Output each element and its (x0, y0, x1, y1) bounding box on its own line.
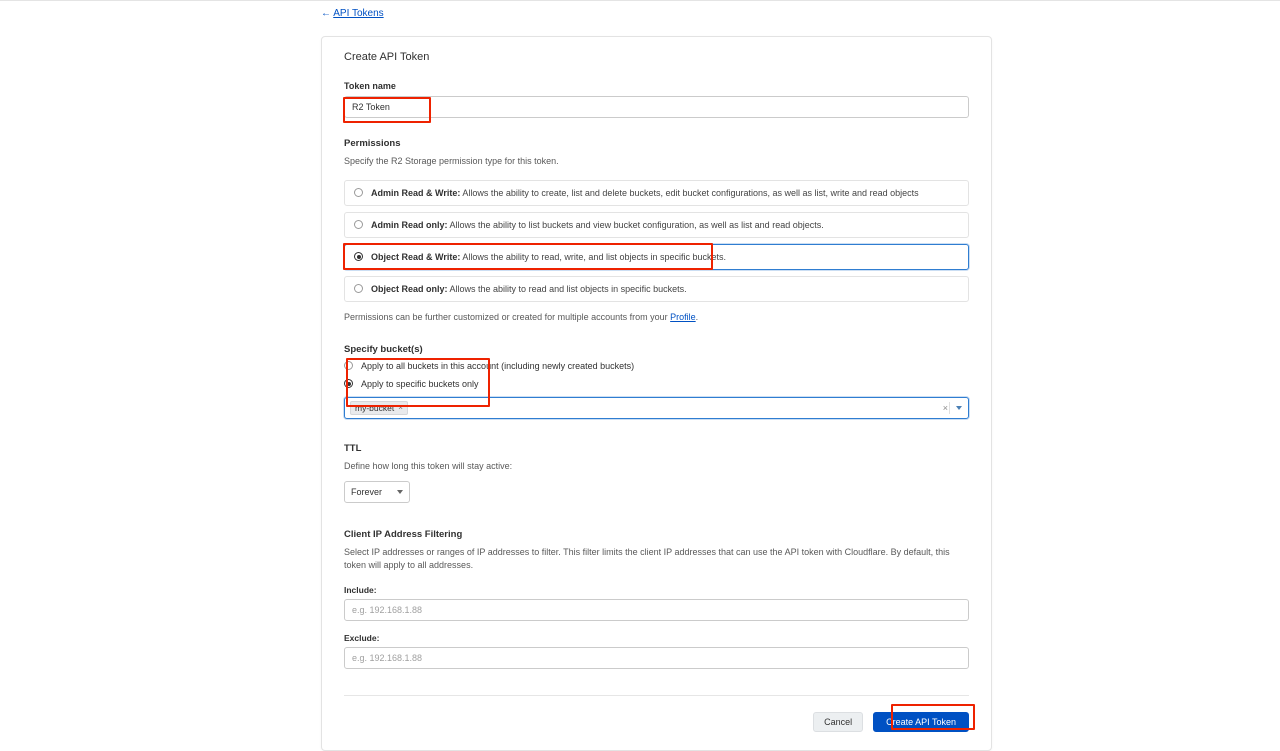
permission-option-title: Admin Read & Write: (371, 187, 461, 198)
permission-option-text (371, 188, 919, 198)
permissions-options (344, 180, 969, 302)
page-title: Create API Token (344, 51, 430, 63)
card-footer (344, 696, 969, 750)
permission-option-title: Object Read only: (371, 283, 448, 294)
radio-all-buckets[interactable] (344, 361, 353, 370)
back-link-label: API Tokens (333, 8, 384, 19)
permission-option-object-read-write[interactable] (344, 244, 969, 270)
permissions-note-prefix: Permissions can be further customized or created for multiple accounts from your (344, 311, 671, 322)
ip-filtering-helper: Select IP addresses or ranges of IP addresses to filter. This filter limits the client IP addresses that can use the API token with Cloudflare. By default, this token will apply to all addresses. (344, 547, 950, 570)
permission-option-text (371, 284, 687, 294)
exclude-label: Exclude: (344, 633, 380, 644)
permission-option-desc: Allows the ability to list buckets and view bucket configuration, as well as list and read objects. (449, 219, 824, 230)
permission-option-text (371, 252, 726, 262)
bucket-option-specific-label: Apply to specific buckets only (361, 378, 479, 389)
token-name-input[interactable] (344, 96, 969, 118)
radio-object-read-only[interactable] (354, 284, 363, 293)
profile-link[interactable]: Profile (670, 311, 696, 322)
ip-filtering-label: Client IP Address Filtering (344, 529, 463, 541)
exclude-ip-input[interactable] (344, 647, 969, 669)
permission-option-admin-read-write[interactable] (344, 180, 969, 206)
back-to-api-tokens-link[interactable] (321, 8, 384, 19)
permissions-helper: Specify the R2 Storage permission type for this token. (344, 156, 559, 166)
permission-option-desc: Allows the ability to create, list and delete buckets, edit bucket configurations, as well as list, write and read objects (462, 187, 919, 198)
ttl-label: TTL (344, 442, 362, 454)
bucket-option-all[interactable] (344, 361, 969, 371)
permissions-label: Permissions (344, 138, 401, 149)
bucket-chip[interactable] (350, 401, 408, 415)
permission-option-desc: Allows the ability to read, write, and list objects in specific buckets. (462, 251, 726, 262)
permissions-note (344, 312, 969, 322)
permission-option-text (371, 220, 824, 230)
create-api-token-card (321, 36, 992, 751)
bucket-option-specific[interactable] (344, 379, 969, 389)
token-name-label: Token name (344, 81, 396, 91)
permissions-note-suffix: . (695, 311, 699, 322)
radio-specific-buckets[interactable] (344, 379, 353, 388)
permission-option-desc: Allows the ability to read and list objects in specific buckets. (449, 283, 687, 294)
ttl-select[interactable] (344, 481, 410, 503)
create-api-token-button[interactable]: Create API Token (873, 712, 969, 732)
include-label: Include: (344, 585, 377, 596)
permission-option-object-read-only[interactable] (344, 276, 969, 302)
clear-all-icon[interactable]: × (942, 402, 948, 413)
permission-option-title: Admin Read only: (371, 219, 448, 230)
top-divider (0, 0, 1280, 1)
token-name-field-group (344, 81, 969, 118)
include-ip-input[interactable] (344, 599, 969, 621)
ttl-helper: Define how long this token will stay active: (344, 460, 513, 471)
specify-buckets-label: Specify bucket(s) (344, 343, 423, 355)
back-arrow-icon: ← (321, 8, 331, 19)
multiselect-controls (943, 398, 962, 418)
bucket-selection-group (344, 361, 969, 419)
ttl-select-value: Forever (351, 487, 383, 498)
bucket-multiselect[interactable] (344, 397, 969, 419)
radio-object-read-write[interactable] (354, 252, 363, 261)
bucket-chip-remove-icon[interactable]: × (398, 403, 403, 413)
bucket-chip-label: my-bucket (355, 402, 395, 413)
chevron-down-icon[interactable] (956, 406, 962, 410)
bucket-option-all-label: Apply to all buckets in this account (including newly created buckets) (361, 360, 635, 371)
chevron-down-icon (397, 490, 403, 494)
permission-option-admin-read-only[interactable] (344, 212, 969, 238)
cancel-button[interactable]: Cancel (813, 712, 863, 732)
permission-option-title: Object Read & Write: (371, 251, 461, 262)
radio-admin-read-write[interactable] (354, 188, 363, 197)
radio-admin-read-only[interactable] (354, 220, 363, 229)
